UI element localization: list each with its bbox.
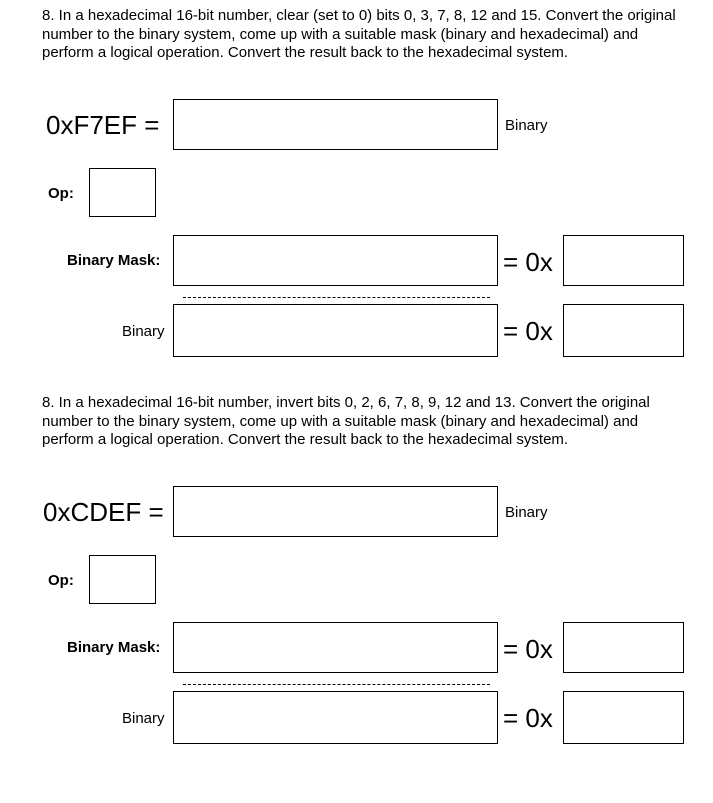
problem-1-result-hex-input[interactable]: [563, 304, 684, 357]
problem-2-mask-label: Binary Mask:: [67, 639, 161, 656]
problem-1-op-label: Op:: [48, 185, 74, 202]
problem-2-mask-eq: = 0x: [503, 634, 553, 664]
problem-1-divider: [183, 297, 490, 298]
problem-2-result-binary-input[interactable]: [173, 691, 498, 744]
problem-2-mask-binary-input[interactable]: [173, 622, 498, 673]
problem-2-result-eq: = 0x: [503, 703, 553, 733]
problem-1-result-label: Binary: [122, 323, 165, 340]
problem-1-op-input[interactable]: [89, 168, 156, 217]
problem-2-binary-input[interactable]: [173, 486, 498, 537]
problem-1-number-label: 0xF7EF =: [46, 110, 160, 140]
problem-2-op-input[interactable]: [89, 555, 156, 604]
problem-1-mask-binary-input[interactable]: [173, 235, 498, 286]
problem-2-number-label: 0xCDEF =: [43, 497, 164, 527]
problem-1-binary-input[interactable]: [173, 99, 498, 150]
problem-2-mask-hex-input[interactable]: [563, 622, 684, 673]
problem-1-mask-label: Binary Mask:: [67, 252, 161, 269]
problem-2-divider: [183, 684, 490, 685]
problem-2-binary-hint: Binary: [505, 504, 548, 521]
problem-1-prompt: 8. In a hexadecimal 16-bit number, clear (set to 0) bits 0, 3, 7, 8, 12 and 15. Convert the original number to the binary system, come up with a suitable mask (binary and hexadecimal) and perform a logical operation. Convert the result back to the hexadecimal system.: [42, 7, 676, 61]
problem-1-binary-hint: Binary: [505, 117, 548, 134]
problem-2-result-label: Binary: [122, 710, 165, 727]
problem-2: [0, 394, 713, 784]
problem-2-op-label: Op:: [48, 572, 74, 589]
problem-2-prompt: 8. In a hexadecimal 16-bit number, invert bits 0, 2, 6, 7, 8, 9, 12 and 13. Convert the original number to the binary system, come up with a suitable mask (binary and hexadecimal) and perform a logical operation. Convert the result back to the hexadecimal system.: [42, 394, 650, 448]
problem-1-mask-eq: = 0x: [503, 247, 553, 277]
problem-1-result-eq: = 0x: [503, 316, 553, 346]
problem-2-result-hex-input[interactable]: [563, 691, 684, 744]
problem-1: [0, 7, 713, 397]
problem-1-mask-hex-input[interactable]: [563, 235, 684, 286]
problem-1-result-binary-input[interactable]: [173, 304, 498, 357]
